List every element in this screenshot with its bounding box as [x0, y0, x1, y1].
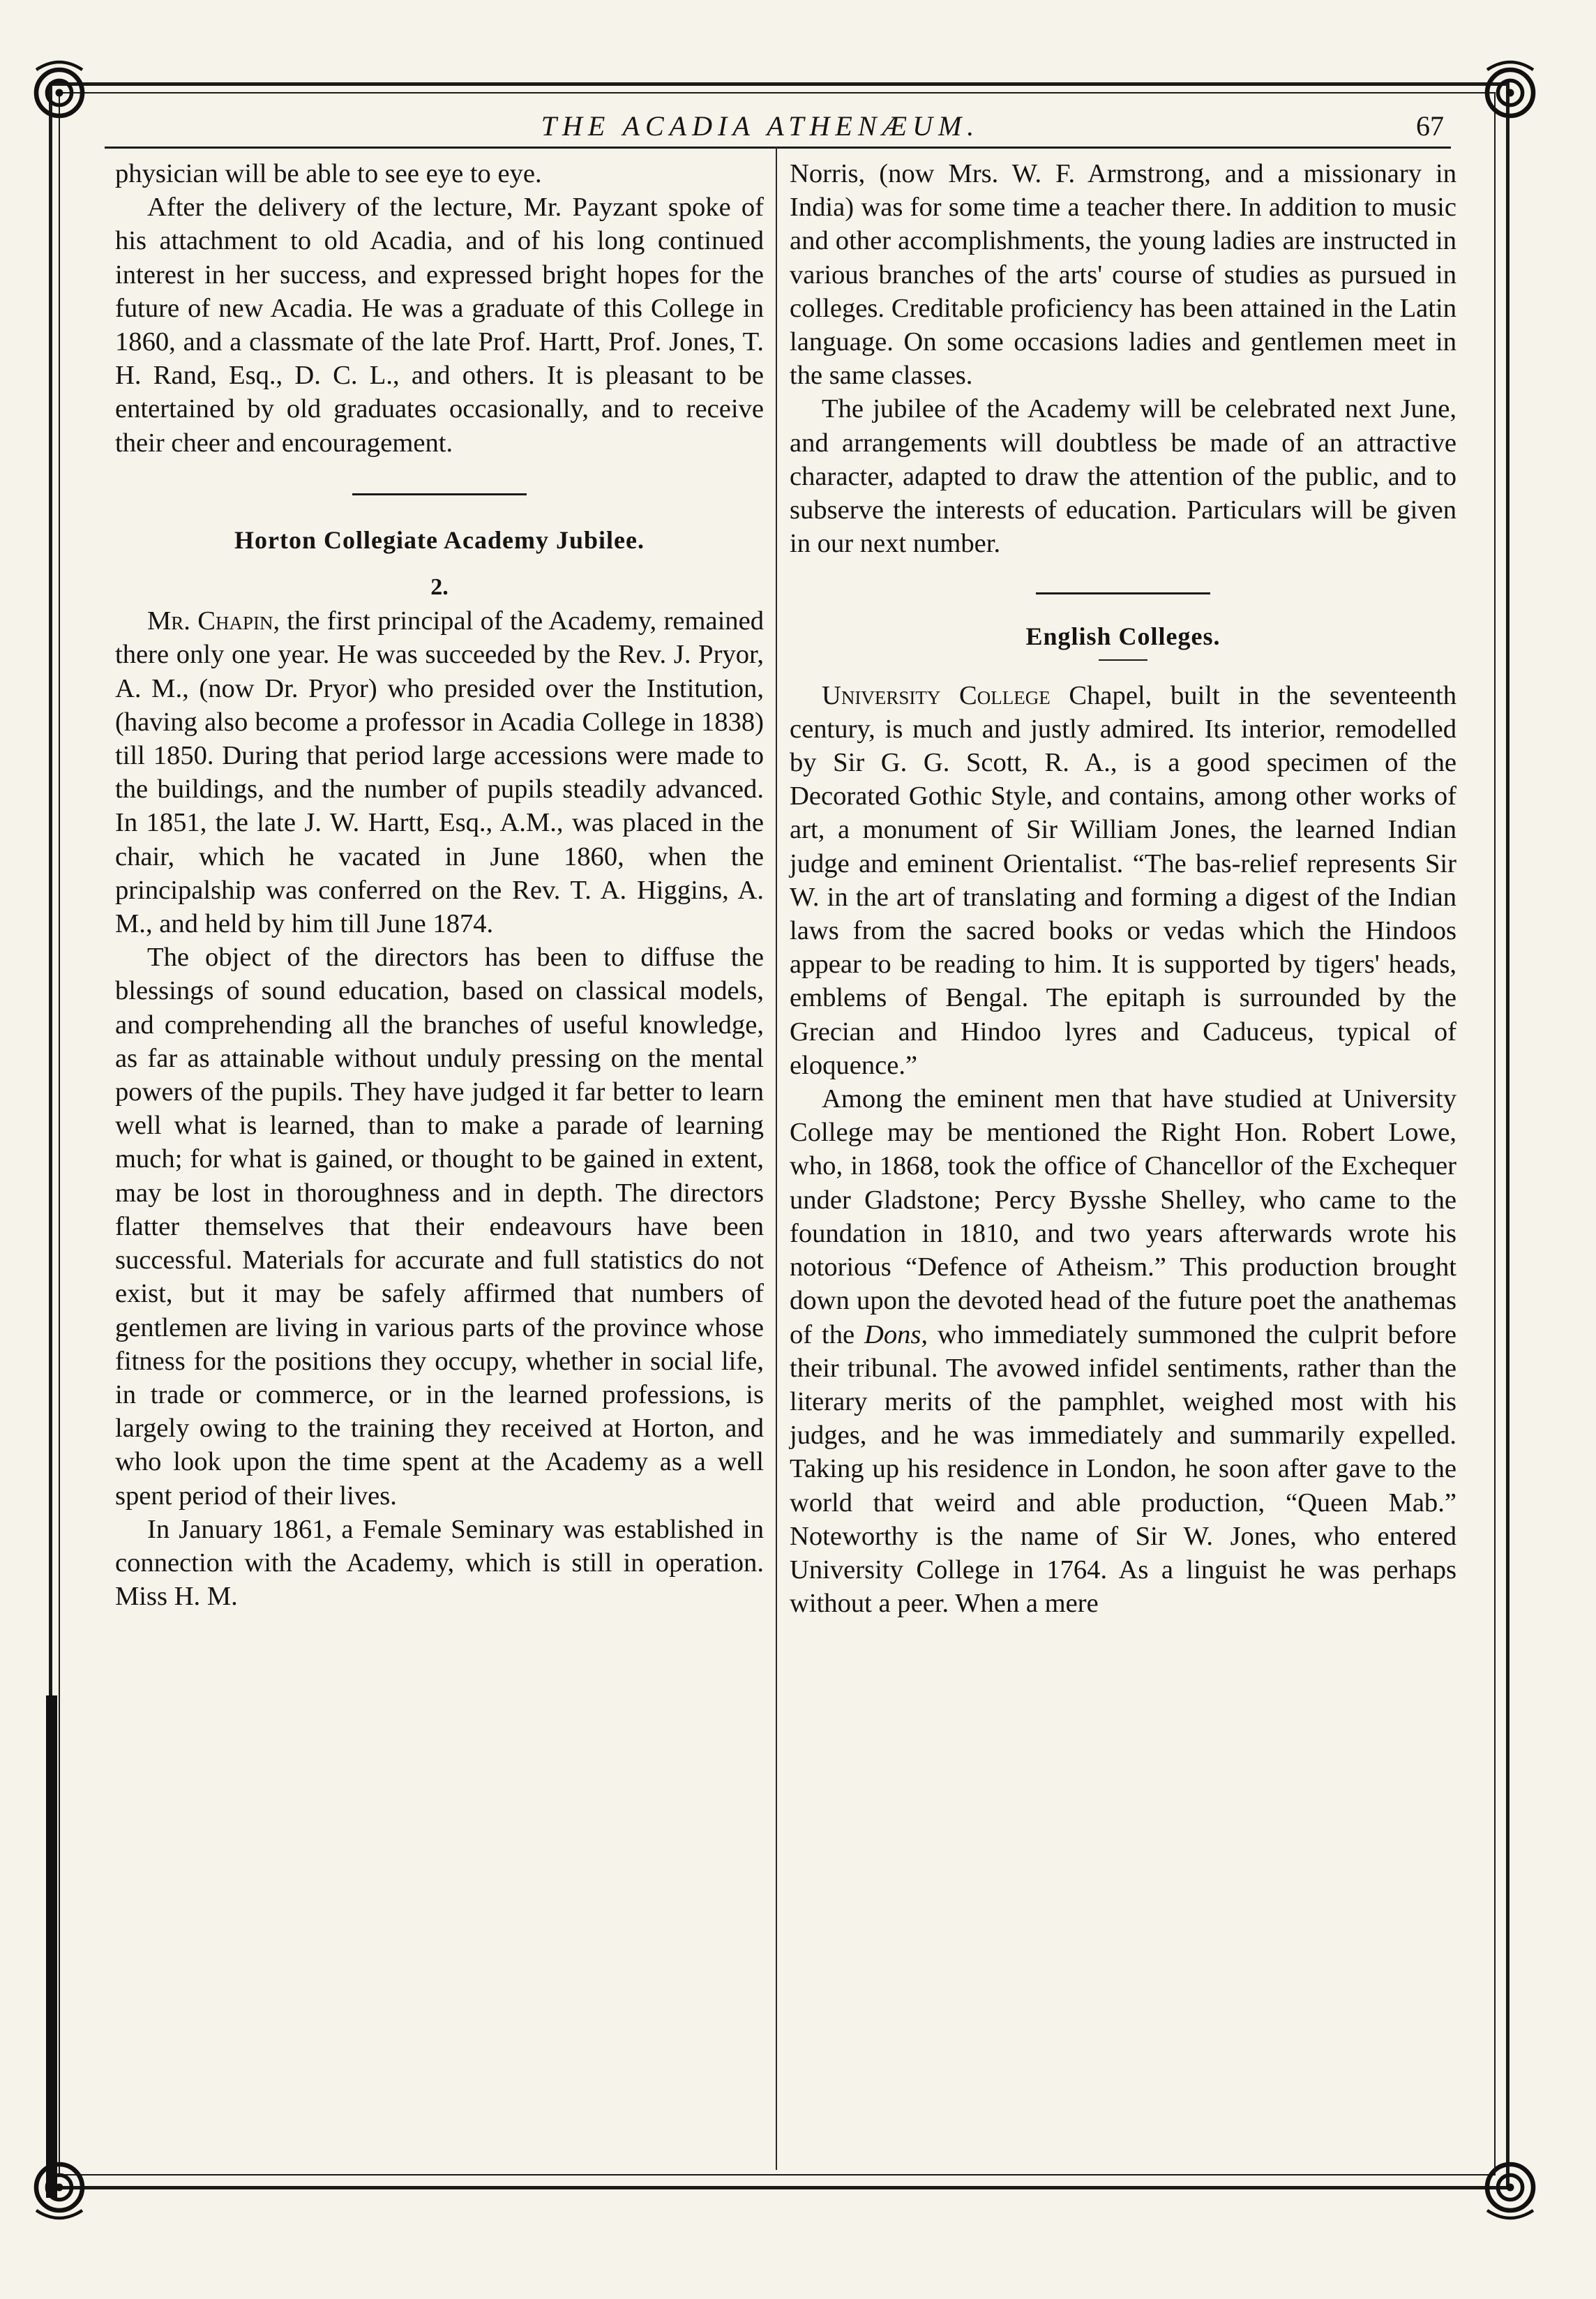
binding-shadow [46, 1695, 57, 2198]
paragraph: The jubilee of the Academy will be celebrated next June, and arrangements will doubtless be made of an attractive character, adapted to draw the attention of the public, and to subserve the interests of education. Particulars will be given in our next number. [790, 394, 1456, 559]
paragraph-text: who immediately summoned the culprit before their tribunal. The avowed infidel sentiments, rather than the literary merits of the pamphlet, weighed most with his judges, and he was immediately and summarily expelled. Taking up his residence in London, he soon after gave to the world that weird and able production, “Queen Mab.” Noteworthy is the name of Sir W. Jones, who entered University College in 1764. As a linguist he was perhaps without a peer. When a mere [790, 1319, 1457, 1619]
right-column [790, 157, 1456, 1620]
paragraph-text: Among the eminent men that have studied at University College may be mentioned the Right Hon. Robert Lowe, who, in 1868, took the office of Chancellor of the Exchequer under Gladstone; Percy Bysshe Shelley, who came to the foundation in 1810, and two years afterwards wrote his notorious “Defence of Atheism.” This production brought down upon the devoted head of the future poet the anathemas of the [790, 1084, 1456, 1349]
corner-ornament-bottom-right [1472, 2149, 1549, 2226]
paragraph [115, 604, 764, 941]
journal-title: THE ACADIA ATHENÆUM. [541, 110, 980, 142]
lead-name: University College [822, 680, 1051, 710]
page-number: 67 [1416, 110, 1444, 142]
paragraph: physician will be able to see eye to eye. [115, 159, 542, 188]
paragraph-text: the first principal of the Academy, remained there only one year. He was succeeded by the Rev. J. Pryor, A. M., (now Dr. Pryor) who presided over the Institution, (having also become a professor in Acadia College in 1838) till 1850. During that period large accessions were made to the buildings, and the number of pupils steadily advanced. In 1851, the late J. W. Hartt, Esq., A.M., was placed in the chair, which he vacated in June 1860, when the principalship was conferred on the Rev. T. A. Higgins, A. M., and held by him till June 1874. [115, 606, 764, 939]
paragraph: The object of the directors has been to diffuse the blessings of sound education, based on classical models, and comprehending all the branches of useful knowledge, as far as attainable without unduly pressing on the mental powers of the pupils. They have judged it far better to learn well what is learned, than to make a parade of learning much; for what is gained, or thought to be gained in extent, may be lost in thoroughness and in depth. The directors flatter themselves that their endeavours have been successful. Materials for accurate and full statistics do not exist, but it may be safely affirmed that numbers of gentlemen are living in various parts of the province whose fitness for the positions they occupy, whether in social life, in trade or commerce, or in the learned professions, is largely owing to the training they received at Horton, and who look upon the time spent at the Academy as a well spent period of their lives. [115, 943, 764, 1511]
italic-word: Dons, [864, 1319, 928, 1349]
running-header [105, 105, 1451, 149]
paragraph [790, 679, 1456, 1082]
paragraph [790, 1082, 1456, 1620]
paragraph: Norris, (now Mrs. W. F. Armstrong, and a missionary in India) was for some time a teacher there. In addition to music and other accomplishments, the young ladies are instructed in various branches of the arts' course of studies as pursued in colleges. Creditable proficiency has been attained in the Latin language. On some occasions ladies and gentlemen meet in the same classes. [790, 159, 1456, 391]
left-column [115, 157, 764, 1613]
article-heading: Horton Collegiate Academy Jubilee. [234, 525, 645, 554]
paragraph: In January 1861, a Female Seminary was established in connection with the Academy, which is still in operation. Miss H. M. [115, 1514, 764, 1612]
corner-ornament-top-left [21, 54, 98, 131]
corner-ornament-bottom-left [21, 2149, 98, 2226]
paragraph: After the delivery of the lecture, Mr. Payzant spoke of his attachment to old Acadia, and of his long continued interest in her success, and expressed bright hopes for the future of new Acadia. He was a graduate of this College in 1860, and a classmate of the late Prof. Hartt, Prof. Jones, T. H. Rand, Esq., D. C. L., and others. It is pleasant to be entertained by old graduates occasionally, and to receive their cheer and encouragement. [115, 193, 764, 458]
part-number: 2. [430, 574, 449, 601]
column-divider [776, 147, 777, 2170]
paragraph-text: Chapel, built in the seventeenth century, is much and justly admired. Its interior, remodelled by Sir G. G. Scott, R. A., is a good specimen of the Decorated Gothic Style, and contains, among other works of art, a monument of Sir William Jones, the learned Indian judge and eminent Orientalist. “The bas-relief represents Sir W. in the art of translating and forming a digest of the Indian laws from the sacred books or vedas which the Hindoos appear to be reading to him. It is supported by tigers' heads, emblems of Bengal. The epitaph is surrounded by the Grecian and Hindoo lyres and Caduceus, typical of eloquence.” [790, 680, 1456, 1080]
article-heading: English Colleges. [1025, 622, 1221, 651]
lead-name: Mr. Chapin, [147, 606, 280, 636]
corner-ornament-top-right [1472, 54, 1549, 131]
